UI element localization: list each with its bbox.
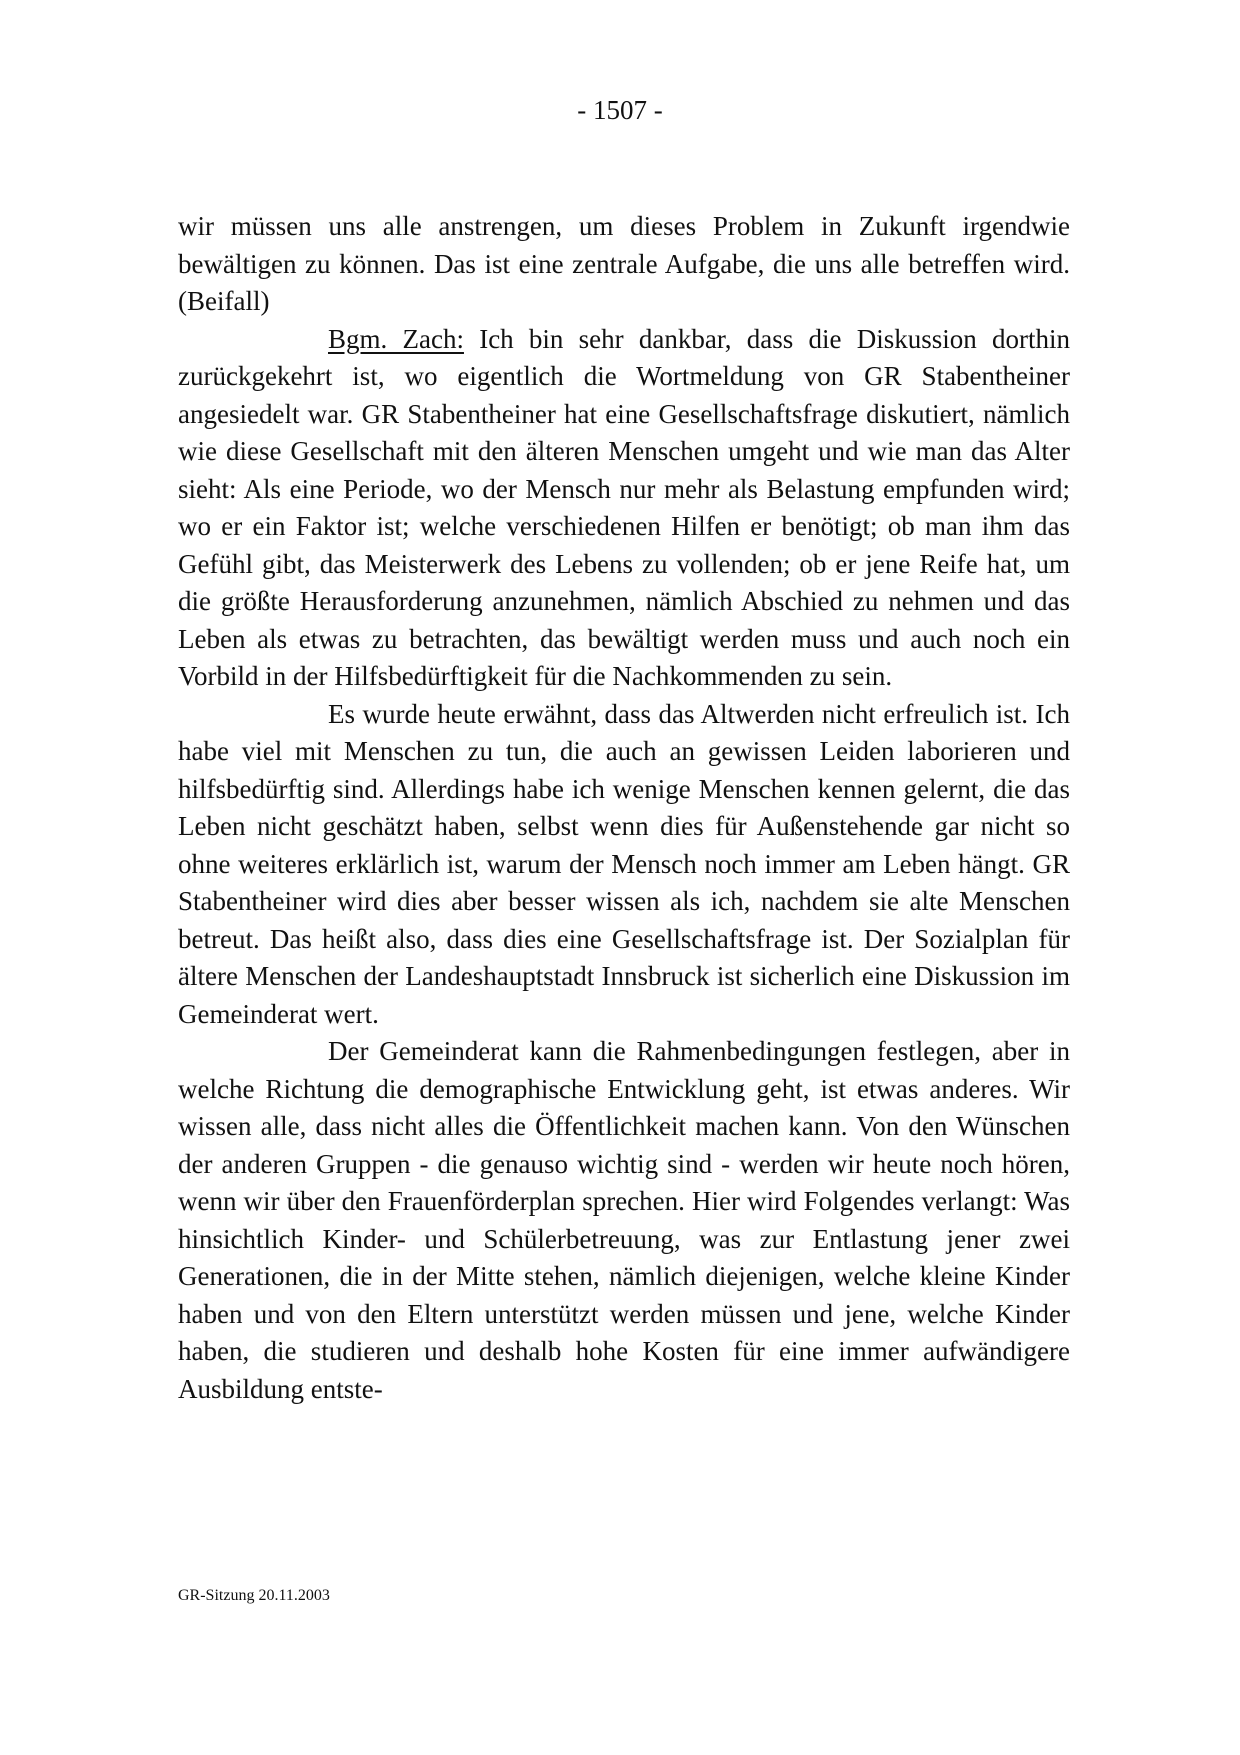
speaker-label: Bgm. Zach: [328,323,464,354]
paragraph-2-text: Ich bin sehr dankbar, dass die Diskussion dorthin zurückgekehrt ist, wo eigentlich die Wortmeldung von GR Stabentheiner angesiedelt war. GR Stabentheiner hat eine Gesellschaftsfrage diskutiert, nämlich wie diese Gesellschaft mit den älteren Menschen umgeht und wie man das Alter sieht: Als eine Periode, wo der Mensch nur mehr als Belastung empfunden wird; wo er ein Faktor ist; welche verschiedenen Hilfen er benötigt; ob man ihm das Gefühl gibt, das Meisterwerk des Lebens zu vollenden; ob er jene Reife hat, um die größte Herausforderung anzunehmen, nämlich Abschied zu nehmen und das Leben als etwas zu betrachten, das bewältigt werden muss und auch noch ein Vorbild in der Hilfsbedürftigkeit für die Nachkommenden zu sein. [178,323,1070,691]
footer-session: GR-Sitzung 20.11.2003 [178,1587,330,1604]
paragraph-3: Es wurde heute erwähnt, dass das Altwerden nicht erfreulich ist. Ich habe viel mit Menschen zu tun, die auch an gewissen Leiden laborieren und hilfsbedürftig sind. Allerdings habe ich wenige Menschen kennen gelernt, die das Leben nicht geschätzt haben, selbst wenn dies für Außenstehende gar nicht so ohne weiteres erklärlich ist, warum der Mensch noch immer am Leben hängt. GR Stabentheiner wird dies aber besser wissen als ich, nachdem sie alte Menschen betreut. Das heißt also, dass dies eine Gesellschaftsfrage ist. Der Sozialplan für ältere Menschen der Landeshauptstadt Innsbruck ist sicherlich eine Diskussion im Gemeinderat wert. [178,698,1070,1029]
paragraph-1: wir müssen uns alle anstrengen, um dieses Problem in Zukunft irgendwie bewältigen zu können. Das ist eine zentrale Aufgabe, die uns alle betreffen wird. (Beifall) [178,211,1070,316]
page-number: - 1507 - [577,95,663,125]
paragraph-4: Der Gemeinderat kann die Rahmenbedingungen festlegen, aber in welche Richtung die demographische Entwicklung geht, ist etwas anderes. Wir wissen alle, dass nicht alles die Öffentlichkeit machen kann. Von den Wünschen der anderen Gruppen - die genauso wichtig sind - werden wir heute noch hören, wenn wir über den Frauenförderplan sprechen. Hier wird Folgendes verlangt: Was hinsichtlich Kinder- und Schülerbetreuung, was zur Entlastung jener zwei Generationen, die in der Mitte stehen, nämlich diejenigen, welche kleine Kinder haben und von den Eltern unterstützt werden müssen und jene, welche Kinder haben, die studieren und deshalb hohe Kosten für eine immer aufwändigere Ausbildung entste- [178,1036,1070,1404]
paragraph-2 [178,321,1070,696]
document-body [178,208,1070,1408]
